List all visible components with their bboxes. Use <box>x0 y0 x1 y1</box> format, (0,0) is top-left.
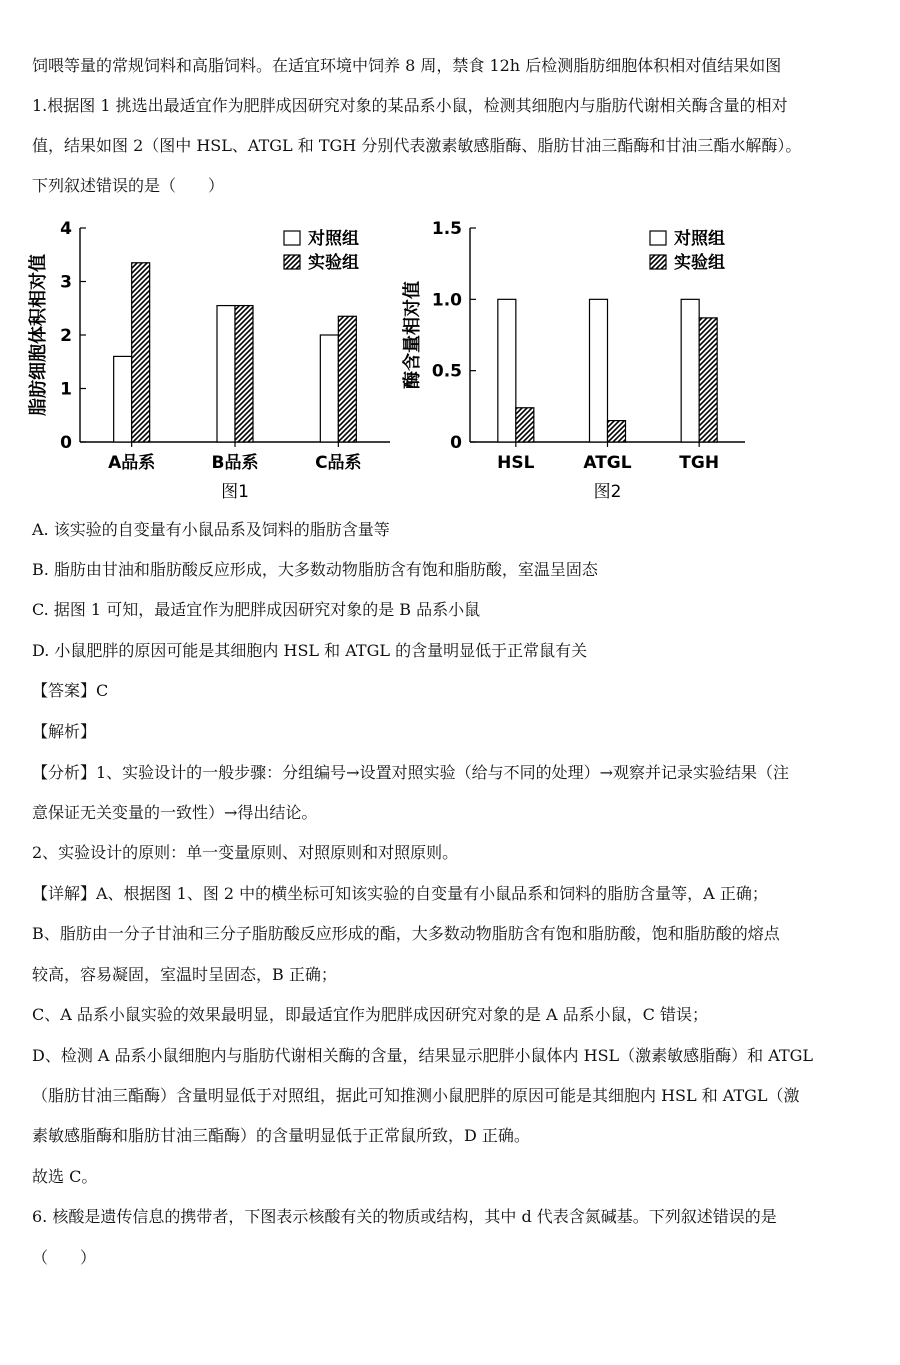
detail-line: 较高，容易凝固，室温时呈固态，B 正确； <box>32 965 337 984</box>
bar-control <box>114 356 132 442</box>
detail-line: B、脂肪由一分子甘油和三分子脂肪酸反应形成的酯，大多数动物脂肪含有饱和脂肪酸，饱和脂肪酸的熔点 <box>32 924 780 943</box>
y-tick-label: 1.5 <box>431 219 462 239</box>
detail-line: 【详解】A、根据图 1、图 2 中的横坐标可知该实验的自变量有小鼠品系和饲料的脂肪含量等，A 正确； <box>32 884 768 903</box>
y-axis-label: 酶含量相对值 <box>402 281 423 389</box>
option-d: D. 小鼠肥胖的原因可能是其细胞内 HSL 和 ATGL 的含量明显低于正常鼠有关 <box>32 641 588 660</box>
figure-caption: 图1 <box>221 482 249 502</box>
bar-experiment <box>235 306 253 442</box>
x-tick-label: ATGL <box>583 453 632 473</box>
legend-label: 实验组 <box>308 253 359 273</box>
figure-1-bar-chart <box>20 205 400 510</box>
bar-experiment <box>608 421 626 442</box>
conclusion: 故选 C。 <box>32 1167 98 1186</box>
x-tick-label: C品系 <box>315 453 362 473</box>
legend-label: 实验组 <box>674 253 725 273</box>
y-tick-label: 0 <box>450 433 462 453</box>
legend-swatch-control <box>284 231 300 245</box>
legend-label: 对照组 <box>674 229 725 249</box>
x-tick-label: TGH <box>679 453 720 473</box>
bar-control <box>320 335 338 442</box>
legend-swatch-experiment <box>650 255 666 269</box>
figure-caption: 图2 <box>593 482 622 502</box>
bar-control <box>681 299 699 442</box>
figures <box>0 205 900 510</box>
question-6-bracket: （ ） <box>32 1248 97 1267</box>
y-tick-label: 0 <box>60 433 72 453</box>
legend-swatch-control <box>650 231 666 245</box>
detail-line: D、检测 A 品系小鼠细胞内与脂肪代谢相关酶的含量，结果显示肥胖小鼠体内 HSL（激素敏感脂酶）和 ATGL <box>32 1046 814 1065</box>
intro-line: 值，结果如图 2（图中 HSL、ATGL 和 TGH 分别代表激素敏感脂酶、脂肪甘油三酯酶和甘油三酯水解酶）。 <box>32 136 802 155</box>
answer: 【答案】C <box>32 681 109 700</box>
bar-control <box>498 299 516 442</box>
detail-line: C、A 品系小鼠实验的效果最明显，即最适宜作为肥胖成因研究对象的是 A 品系小鼠，C 错误； <box>32 1005 708 1024</box>
bar-experiment <box>338 316 356 442</box>
option-a: A. 该实验的自变量有小鼠品系及饲料的脂肪含量等 <box>32 520 390 539</box>
intro-line: 1.根据图 1 挑选出最适宜作为肥胖成因研究对象的某品系小鼠，检测其细胞内与脂肪代谢相关酶含量的相对 <box>32 96 788 115</box>
option-b: B. 脂肪由甘油和脂肪酸反应形成，大多数动物脂肪含有饱和脂肪酸，室温呈固态 <box>32 560 598 579</box>
detail-line: 素敏感脂酶和脂肪甘油三酯酶）的含量明显低于正常鼠所致，D 正确。 <box>32 1126 530 1145</box>
x-tick-label: HSL <box>497 453 535 473</box>
intro-line: 下列叙述错误的是（ ） <box>32 176 225 195</box>
detail-line: （脂肪甘油三酯酶）含量明显低于对照组，据此可知推测小鼠肥胖的原因可能是其细胞内 HSL 和 ATGL（激 <box>32 1086 800 1105</box>
analysis-heading: 【解析】 <box>32 722 97 741</box>
bar-control <box>590 299 608 442</box>
y-tick-label: 1 <box>60 379 72 400</box>
analysis-line: 意保证无关变量的一致性）→得出结论。 <box>32 803 318 822</box>
y-tick-label: 3 <box>60 272 72 293</box>
y-tick-label: 4 <box>60 219 72 239</box>
bar-experiment <box>516 408 534 442</box>
analysis-line: 2、实验设计的原则：单一变量原则、对照原则和对照原则。 <box>32 843 459 862</box>
y-tick-label: 0.5 <box>431 361 462 382</box>
bar-control <box>217 306 235 442</box>
figure-2-bar-chart <box>400 205 790 510</box>
y-tick-label: 1.0 <box>431 290 462 311</box>
bar-experiment <box>132 263 150 442</box>
y-axis-label: 脂肪细胞体积相对值 <box>28 254 49 416</box>
question-6: 6. 核酸是遗传信息的携带者，下图表示核酸有关的物质或结构，其中 d 代表含氮碱基。下列叙述错误的是 <box>32 1207 777 1226</box>
bar-experiment <box>699 318 717 442</box>
x-tick-label: B品系 <box>211 453 259 473</box>
intro-line: 饲喂等量的常规饲料和高脂饲料。在适宜环境中饲养 8 周，禁食 12h 后检测脂肪细胞体积相对值结果如图 <box>32 56 782 75</box>
y-tick-label: 2 <box>60 326 72 346</box>
option-c: C. 据图 1 可知，最适宜作为肥胖成因研究对象的是 B 品系小鼠 <box>32 600 481 619</box>
legend-swatch-experiment <box>284 255 300 269</box>
x-tick-label: A品系 <box>108 453 156 473</box>
legend-label: 对照组 <box>308 229 359 249</box>
analysis-line: 【分析】1、实验设计的一般步骤：分组编号→设置对照实验（给与不同的处理）→观察并记录实验结果（注 <box>32 763 789 782</box>
